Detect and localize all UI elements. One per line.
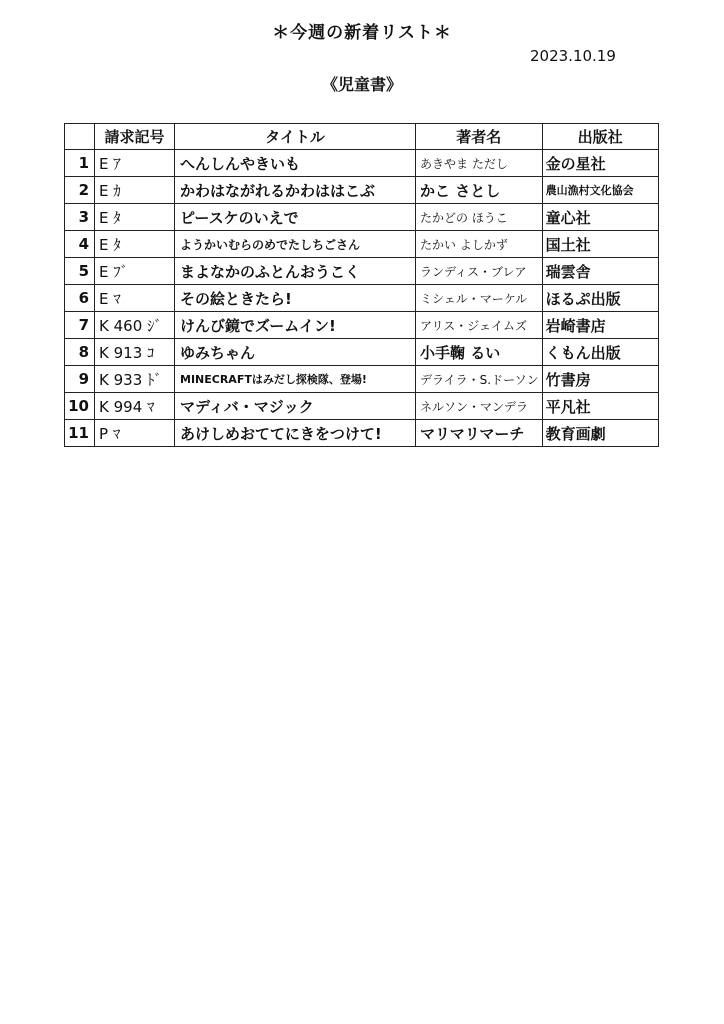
table-row (65, 393, 659, 420)
author-name: デライラ・S.ドーソン (416, 366, 543, 393)
call-number: P ﾏ (95, 420, 175, 447)
book-title: けんび鏡でズームイン! (175, 312, 416, 339)
call-number: K 994 ﾏ (95, 393, 175, 420)
row-number: 5 (65, 258, 95, 285)
author-name: たかい よしかず (416, 231, 543, 258)
author-name: ネルソン・マンデラ (416, 393, 543, 420)
row-number: 1 (65, 150, 95, 177)
table-row (65, 285, 659, 312)
header-title: タイトル (175, 124, 416, 150)
author-name: ランディス・ブレア (416, 258, 543, 285)
row-number: 3 (65, 204, 95, 231)
author-name: ミシェル・マーケル (416, 285, 543, 312)
book-title: まよなかのふとんおうこく (175, 258, 416, 285)
publisher-name: 岩崎書店 (542, 312, 658, 339)
book-title: その絵ときたら! (175, 285, 416, 312)
publisher-name: 国土社 (542, 231, 658, 258)
call-number: K 460 ｼﾞ (95, 312, 175, 339)
table-row (65, 339, 659, 366)
table-row (65, 366, 659, 393)
call-number: E ﾏ (95, 285, 175, 312)
book-title: へんしんやきいも (175, 150, 416, 177)
publisher-name: 教育画劇 (542, 420, 658, 447)
call-number: E ﾀ (95, 204, 175, 231)
header-publisher: 出版社 (542, 124, 658, 150)
book-title: マディバ・マジック (175, 393, 416, 420)
book-title: ゆみちゃん (175, 339, 416, 366)
book-title: ピースケのいえで (175, 204, 416, 231)
list-date: 2023.10.19 (530, 47, 616, 65)
row-number: 10 (65, 393, 95, 420)
table-row (65, 177, 659, 204)
table-row (65, 150, 659, 177)
publisher-name: 童心社 (542, 204, 658, 231)
list-title: ＊今週の新着リスト＊ (272, 23, 452, 43)
section-heading: 《児童書》 (321, 75, 402, 94)
row-number: 4 (65, 231, 95, 258)
row-number: 9 (65, 366, 95, 393)
book-title: あけしめおててにきをつけて! (175, 420, 416, 447)
table-header-row (65, 124, 659, 150)
row-number: 2 (65, 177, 95, 204)
publisher-name: 農山漁村文化協会 (542, 177, 658, 204)
author-name: たかどの ほうこ (416, 204, 543, 231)
book-title: ようかいむらのめでたしちごさん (175, 231, 416, 258)
publisher-name: くもん出版 (542, 339, 658, 366)
book-title: かわはながれるかわははこぶ (175, 177, 416, 204)
table-row (65, 420, 659, 447)
publisher-name: 竹書房 (542, 366, 658, 393)
header-number (65, 124, 95, 150)
author-name: マリマリマーチ (416, 420, 543, 447)
table-row (65, 231, 659, 258)
row-number: 6 (65, 285, 95, 312)
row-number: 11 (65, 420, 95, 447)
call-number: E ｱ (95, 150, 175, 177)
author-name: あきやま ただし (416, 150, 543, 177)
row-number: 8 (65, 339, 95, 366)
author-name: アリス・ジェイムズ (416, 312, 543, 339)
publisher-name: 平凡社 (542, 393, 658, 420)
new-arrivals-table (64, 123, 659, 447)
call-number: K 933 ﾄﾞ (95, 366, 175, 393)
call-number: E ｶ (95, 177, 175, 204)
book-title: MINECRAFTはみだし探検隊、登場! (175, 366, 416, 393)
publisher-name: 瑞雲舎 (542, 258, 658, 285)
header-call-number: 請求記号 (95, 124, 175, 150)
call-number: K 913 ｺ (95, 339, 175, 366)
table-row (65, 204, 659, 231)
call-number: E ﾀ (95, 231, 175, 258)
publisher-name: ほるぷ出版 (542, 285, 658, 312)
publisher-name: 金の星社 (542, 150, 658, 177)
author-name: かこ さとし (416, 177, 543, 204)
table-row (65, 258, 659, 285)
call-number: E ﾌﾞ (95, 258, 175, 285)
row-number: 7 (65, 312, 95, 339)
table-row (65, 312, 659, 339)
author-name: 小手鞠 るい (416, 339, 543, 366)
header-author: 著者名 (416, 124, 543, 150)
